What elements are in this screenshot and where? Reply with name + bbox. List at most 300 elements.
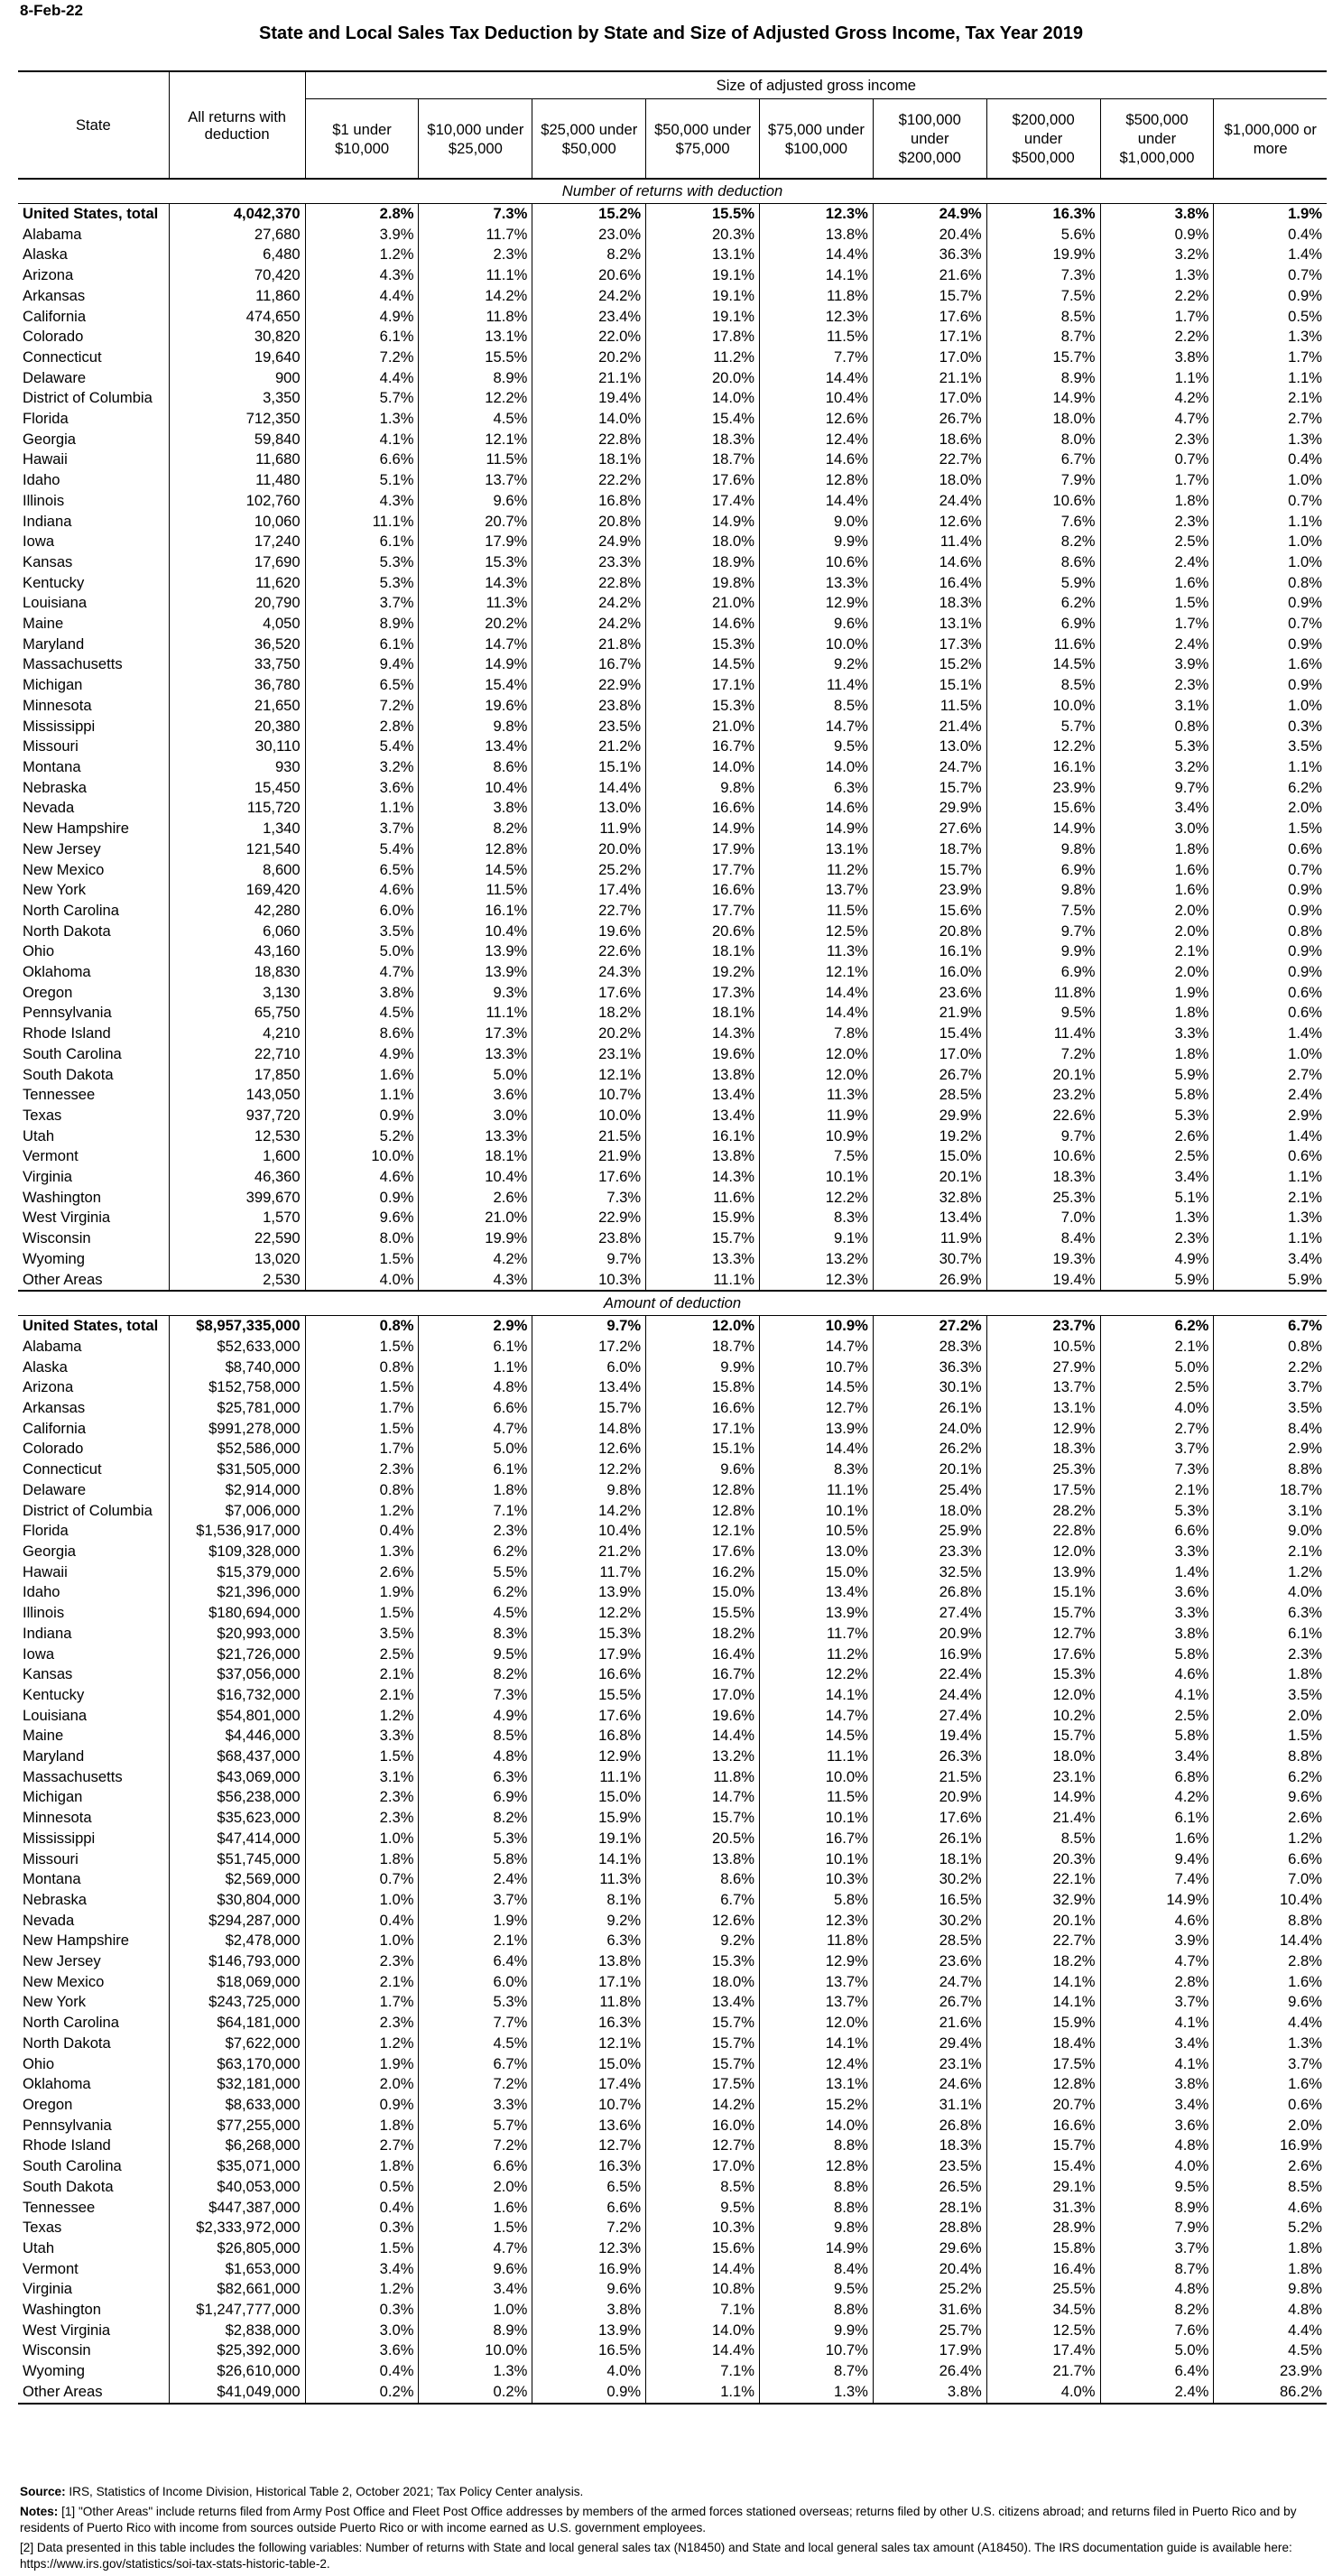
percent-cell: 15.9% <box>532 1808 646 1829</box>
table-row <box>18 2074 1327 2095</box>
percent-cell: 8.0% <box>986 430 1100 450</box>
percent-cell: 21.0% <box>419 1208 532 1228</box>
total-cell: 8,600 <box>169 860 305 881</box>
state-cell: Vermont <box>18 2259 169 2280</box>
table-row <box>18 1931 1327 1951</box>
table-row <box>18 1357 1327 1378</box>
percent-cell: 16.1% <box>873 941 986 962</box>
percent-cell: 1.0% <box>305 1931 419 1951</box>
percent-cell: 17.9% <box>646 839 760 860</box>
percent-cell: 1.0% <box>1288 533 1322 551</box>
table-row <box>18 819 1327 839</box>
percent-cell: 20.5% <box>646 1829 760 1849</box>
percent-cell: 5.9% <box>1214 1270 1327 1292</box>
table-row <box>18 1972 1327 1993</box>
percent-cell: 14.7% <box>646 1787 760 1808</box>
percent-cell: 17.1% <box>646 1419 760 1440</box>
percent-cell: 2.1% <box>1288 1188 1322 1206</box>
percent-cell: 11.8% <box>532 1992 646 2013</box>
total-cell: 930 <box>169 757 305 778</box>
source-label: Source: <box>20 2485 66 2498</box>
percent-cell: 7.3% <box>419 1685 532 1706</box>
percent-cell: 3.3% <box>1100 1542 1214 1562</box>
total-cell: 36,780 <box>169 675 305 696</box>
percent-cell: 3.6% <box>305 2340 419 2361</box>
percent-cell: 13.9% <box>419 941 532 962</box>
percent-cell: 11.5% <box>419 880 532 901</box>
percent-cell: 15.4% <box>419 675 532 696</box>
percent-cell: 29.4% <box>873 2034 986 2054</box>
state-cell: South Dakota <box>18 1065 169 1086</box>
percent-cell: 12.4% <box>760 430 874 450</box>
percent-cell: 2.0% <box>419 2177 532 2198</box>
percent-cell: 10.4% <box>532 1521 646 1542</box>
percent-cell: 26.7% <box>873 1065 986 1086</box>
percent-cell: 3.4% <box>1100 2095 1214 2116</box>
total-cell: 21,650 <box>169 696 305 717</box>
total-cell: $82,661,000 <box>169 2279 305 2300</box>
state-cell: Mississippi <box>18 717 169 737</box>
percent-cell: 27.2% <box>873 1316 986 1337</box>
percent-cell: 19.2% <box>873 1126 986 1147</box>
total-cell: $32,181,000 <box>169 2074 305 2095</box>
table-row <box>18 839 1327 860</box>
percent-cell: 2.2% <box>1288 1357 1322 1376</box>
percent-cell: 16.0% <box>873 962 986 983</box>
table-row <box>18 1439 1327 1459</box>
state-cell: Wyoming <box>18 1249 169 1270</box>
percent-cell: 16.3% <box>532 2156 646 2177</box>
percent-cell: 22.9% <box>532 1208 646 1228</box>
percent-cell: 22.1% <box>986 1869 1100 1890</box>
percent-cell: 11.7% <box>419 225 532 246</box>
percent-cell: 3.7% <box>1100 2238 1214 2259</box>
percent-cell: 15.4% <box>986 2156 1100 2177</box>
percent-cell: 12.9% <box>532 1747 646 1767</box>
percent-cell: 14.2% <box>532 1501 646 1522</box>
percent-cell: 16.9% <box>873 1645 986 1665</box>
percent-cell: 1.1% <box>305 1085 419 1106</box>
percent-cell: 9.5% <box>1100 2177 1214 2198</box>
total-cell: $40,053,000 <box>169 2177 305 2198</box>
percent-cell: 10.9% <box>760 1316 874 1337</box>
percent-cell: 5.4% <box>305 839 419 860</box>
percent-cell: 0.9% <box>1288 901 1322 919</box>
percent-cell: 9.6% <box>419 2259 532 2280</box>
percent-cell: 6.0% <box>532 1357 646 1378</box>
percent-cell: 3.7% <box>419 1890 532 1911</box>
state-cell: Alabama <box>18 1337 169 1357</box>
total-cell: $243,725,000 <box>169 1992 305 2013</box>
percent-cell: 15.6% <box>873 901 986 922</box>
percent-cell: 18.3% <box>873 2136 986 2156</box>
table-row <box>18 1624 1327 1645</box>
total-cell: $51,745,000 <box>169 1849 305 1870</box>
percent-cell: 3.0% <box>305 2321 419 2341</box>
percent-cell: 29.6% <box>873 2238 986 2259</box>
percent-cell: 0.8% <box>1288 1337 1322 1355</box>
percent-cell: 1.8% <box>305 1849 419 1870</box>
percent-cell: 1.1% <box>1288 1168 1322 1186</box>
percent-cell: 17.2% <box>532 1337 646 1357</box>
percent-cell: 6.1% <box>1100 1808 1214 1829</box>
table-row <box>18 1787 1327 1808</box>
percent-cell: 2.2% <box>1100 286 1214 307</box>
table-row <box>18 1542 1327 1562</box>
table-row <box>18 368 1327 389</box>
percent-cell: 17.9% <box>532 1645 646 1665</box>
state-cell: Minnesota <box>18 1808 169 1829</box>
percent-cell: 28.5% <box>873 1931 986 1951</box>
percent-cell: 36.3% <box>873 1357 986 1378</box>
state-cell: Iowa <box>18 532 169 552</box>
percent-cell: 3.5% <box>1288 1685 1322 1703</box>
total-cell: 65,750 <box>169 1003 305 1024</box>
percent-cell: 14.9% <box>986 388 1100 409</box>
percent-cell: 7.3% <box>419 204 532 225</box>
table-row <box>18 1808 1327 1829</box>
table-row <box>18 1645 1327 1665</box>
percent-cell: 8.8% <box>760 2177 874 2198</box>
total-cell: $77,255,000 <box>169 2116 305 2136</box>
percent-cell: 9.3% <box>419 983 532 1004</box>
percent-cell: 12.6% <box>760 409 874 430</box>
percent-cell: 8.9% <box>305 614 419 635</box>
percent-cell: 16.5% <box>873 1890 986 1911</box>
percent-cell: 0.6% <box>1288 839 1322 857</box>
total-cell: $8,633,000 <box>169 2095 305 2116</box>
percent-cell: 15.3% <box>646 696 760 717</box>
percent-cell: 28.1% <box>873 2198 986 2219</box>
percent-cell: 1.3% <box>305 1542 419 1562</box>
percent-cell: 14.9% <box>419 654 532 675</box>
percent-cell: 21.4% <box>873 717 986 737</box>
percent-cell: 6.1% <box>419 1337 532 1357</box>
total-cell: 11,480 <box>169 470 305 491</box>
percent-cell: 11.1% <box>419 1003 532 1024</box>
table-row <box>18 1685 1327 1706</box>
percent-cell: 15.7% <box>986 347 1100 368</box>
percent-cell: 27.4% <box>873 1706 986 1727</box>
table-row <box>18 1337 1327 1357</box>
percent-cell: 5.3% <box>305 552 419 573</box>
total-cell: 43,160 <box>169 941 305 962</box>
percent-cell: 21.9% <box>873 1003 986 1024</box>
percent-cell: 10.1% <box>760 1501 874 1522</box>
percent-cell: 18.1% <box>646 941 760 962</box>
state-cell: Ohio <box>18 2054 169 2075</box>
percent-cell: 13.4% <box>532 1377 646 1398</box>
percent-cell: 8.5% <box>419 1726 532 1747</box>
percent-cell: 7.8% <box>760 1024 874 1044</box>
percent-cell: 7.7% <box>760 347 874 368</box>
percent-cell: 4.4% <box>305 368 419 389</box>
percent-cell: 9.8% <box>646 778 760 799</box>
total-cell: 33,750 <box>169 654 305 675</box>
percent-cell: 8.5% <box>986 1829 1100 1849</box>
percent-cell: 4.0% <box>1288 1583 1322 1601</box>
percent-cell: 4.1% <box>1100 2013 1214 2034</box>
percent-cell: 10.4% <box>1279 1890 1322 1908</box>
percent-cell: 13.7% <box>760 880 874 901</box>
percent-cell: 16.2% <box>646 1562 760 1583</box>
percent-cell: 22.9% <box>532 675 646 696</box>
percent-cell: 3.7% <box>305 593 419 614</box>
percent-cell: 4.5% <box>305 1003 419 1024</box>
state-cell: South Carolina <box>18 2156 169 2177</box>
percent-cell: 7.2% <box>419 2136 532 2156</box>
percent-cell: 16.6% <box>646 1398 760 1419</box>
percent-cell: 17.0% <box>873 347 986 368</box>
percent-cell: 4.5% <box>1288 2341 1322 2359</box>
percent-cell: 9.6% <box>1288 1788 1322 1806</box>
table-row <box>18 2259 1327 2280</box>
percent-cell: 13.7% <box>986 1377 1100 1398</box>
table-row <box>18 922 1327 942</box>
percent-cell: 12.7% <box>760 1398 874 1419</box>
percent-cell: 1.4% <box>1100 1562 1214 1583</box>
percent-cell: 20.1% <box>873 1167 986 1188</box>
state-cell: North Carolina <box>18 2013 169 2034</box>
table-row <box>18 532 1327 552</box>
percent-cell: 0.7% <box>1288 491 1322 509</box>
percent-cell: 15.7% <box>873 860 986 881</box>
percent-cell: 10.5% <box>760 1521 874 1542</box>
percent-cell: 5.0% <box>1100 1357 1214 1378</box>
total-cell: $2,569,000 <box>169 1869 305 1890</box>
percent-cell: 1.8% <box>305 2156 419 2177</box>
percent-cell: 18.2% <box>986 1951 1100 1972</box>
percent-cell: 0.8% <box>305 1480 419 1501</box>
table-row <box>18 470 1327 491</box>
percent-cell: 15.5% <box>646 1603 760 1624</box>
percent-cell: 8.6% <box>646 1869 760 1890</box>
percent-cell: 2.4% <box>1100 552 1214 573</box>
percent-cell: 12.7% <box>646 2136 760 2156</box>
percent-cell: 32.8% <box>873 1188 986 1209</box>
percent-cell: 7.2% <box>305 347 419 368</box>
percent-cell: 0.4% <box>1288 225 1322 243</box>
tax-table <box>18 70 1327 2405</box>
percent-cell: 15.4% <box>646 409 760 430</box>
percent-cell: 23.6% <box>873 1951 986 1972</box>
percent-cell: 28.8% <box>873 2218 986 2238</box>
percent-cell: 3.9% <box>305 225 419 246</box>
percent-cell: 2.3% <box>1100 512 1214 533</box>
percent-cell: 11.3% <box>760 941 874 962</box>
percent-cell: 18.3% <box>986 1167 1100 1188</box>
total-cell: $6,268,000 <box>169 2136 305 2156</box>
percent-cell: 14.1% <box>760 265 874 286</box>
percent-cell: 0.7% <box>1288 266 1322 284</box>
total-cell: $35,071,000 <box>169 2156 305 2177</box>
percent-cell: 3.5% <box>305 922 419 942</box>
state-cell: New Mexico <box>18 860 169 881</box>
state-cell: West Virginia <box>18 2321 169 2341</box>
percent-cell: 15.3% <box>532 1624 646 1645</box>
percent-cell: 11.9% <box>532 819 646 839</box>
percent-cell: 19.6% <box>532 922 646 942</box>
state-cell: Pennsylvania <box>18 2116 169 2136</box>
percent-cell: 3.5% <box>305 1624 419 1645</box>
percent-cell: 2.0% <box>1288 799 1322 817</box>
percent-cell: 8.9% <box>986 368 1100 389</box>
percent-cell: 15.1% <box>532 757 646 778</box>
percent-cell: 10.3% <box>760 1869 874 1890</box>
table-row <box>18 983 1327 1004</box>
percent-cell: 23.5% <box>532 717 646 737</box>
percent-cell: 6.4% <box>419 1951 532 1972</box>
percent-cell: 10.7% <box>532 1085 646 1106</box>
percent-cell: 4.1% <box>1100 1685 1214 1706</box>
bracket-header: $75,000 under $100,000 <box>760 99 874 180</box>
percent-cell: 11.3% <box>760 1085 874 1106</box>
percent-cell: 6.3% <box>1288 1604 1322 1622</box>
percent-cell: 13.4% <box>760 1582 874 1603</box>
total-cell: $52,586,000 <box>169 1439 305 1459</box>
total-cell: $447,387,000 <box>169 2198 305 2219</box>
percent-cell: 14.2% <box>419 286 532 307</box>
percent-cell: 23.4% <box>532 307 646 328</box>
percent-cell: 12.2% <box>532 1459 646 1480</box>
state-cell: Indiana <box>18 1624 169 1645</box>
percent-cell: 14.3% <box>646 1024 760 1044</box>
percent-cell: 10.8% <box>646 2279 760 2300</box>
state-cell: South Dakota <box>18 2177 169 2198</box>
percent-cell: 3.7% <box>1100 1992 1214 2013</box>
percent-cell: 23.5% <box>873 2156 986 2177</box>
table-row <box>18 2218 1327 2238</box>
total-cell: 18,830 <box>169 962 305 983</box>
table-row <box>18 1911 1327 1932</box>
table-row <box>18 757 1327 778</box>
percent-cell: 0.4% <box>305 1911 419 1932</box>
percent-cell: 3.9% <box>1100 1931 1214 1951</box>
percent-cell: 22.8% <box>532 430 646 450</box>
table-row <box>18 449 1327 470</box>
state-cell: New Jersey <box>18 1951 169 1972</box>
percent-cell: 1.2% <box>1288 1829 1322 1847</box>
state-cell: Other Areas <box>18 2382 169 2404</box>
percent-cell: 5.7% <box>305 388 419 409</box>
percent-cell: 9.5% <box>419 1645 532 1665</box>
percent-cell: 14.4% <box>646 1726 760 1747</box>
percent-cell: 10.1% <box>760 1849 874 1870</box>
percent-cell: 1.7% <box>305 1992 419 2013</box>
percent-cell: 14.1% <box>532 1849 646 1870</box>
agi-group-header: Size of adjusted gross income <box>305 71 1327 99</box>
percent-cell: 10.0% <box>532 1106 646 1126</box>
percent-cell: 10.6% <box>760 552 874 573</box>
percent-cell: 14.6% <box>873 552 986 573</box>
percent-cell: 11.8% <box>419 307 532 328</box>
bracket-header: $50,000 under $75,000 <box>646 99 760 180</box>
table-row <box>18 1582 1327 1603</box>
table-row <box>18 204 1327 225</box>
percent-cell: 13.9% <box>760 1603 874 1624</box>
total-cell: $16,732,000 <box>169 1685 305 1706</box>
total-cell: 1,570 <box>169 1208 305 1228</box>
percent-cell: 9.6% <box>760 614 874 635</box>
total-cell: 143,050 <box>169 1085 305 1106</box>
state-cell: Utah <box>18 2238 169 2259</box>
percent-cell: 23.1% <box>986 1767 1100 1788</box>
percent-cell: 34.5% <box>986 2300 1100 2321</box>
total-cell: 3,350 <box>169 388 305 409</box>
percent-cell: 4.8% <box>1100 2279 1214 2300</box>
total-cell: $21,396,000 <box>169 1582 305 1603</box>
percent-cell: 13.3% <box>419 1126 532 1147</box>
percent-cell: 10.3% <box>532 1270 646 1292</box>
table-row <box>18 552 1327 573</box>
total-cell: $8,740,000 <box>169 1357 305 1378</box>
percent-cell: 14.6% <box>760 798 874 819</box>
table-row <box>18 1065 1327 1086</box>
percent-cell: 26.4% <box>873 2361 986 2382</box>
percent-cell: 17.6% <box>532 1167 646 1188</box>
state-cell: Oregon <box>18 983 169 1004</box>
percent-cell: 7.6% <box>986 512 1100 533</box>
percent-cell: 1.0% <box>305 1829 419 1849</box>
percent-cell: 3.6% <box>1100 1582 1214 1603</box>
state-cell: California <box>18 307 169 328</box>
percent-cell: 14.5% <box>419 860 532 881</box>
total-cell: $47,414,000 <box>169 1829 305 1849</box>
percent-cell: 4.7% <box>1100 409 1214 430</box>
total-cell: $4,446,000 <box>169 1726 305 1747</box>
total-cell: $8,957,335,000 <box>169 1316 305 1337</box>
percent-cell: 9.2% <box>532 1911 646 1932</box>
percent-cell: 8.8% <box>1288 1911 1322 1929</box>
percent-cell: 6.9% <box>419 1787 532 1808</box>
table-row <box>18 880 1327 901</box>
percent-cell: 2.3% <box>1100 1228 1214 1249</box>
percent-cell: 5.3% <box>1100 737 1214 757</box>
percent-cell: 3.3% <box>305 1726 419 1747</box>
percent-cell: 5.8% <box>1100 1085 1214 1106</box>
total-cell: $2,478,000 <box>169 1931 305 1951</box>
percent-cell: 4.7% <box>305 962 419 983</box>
state-cell: Massachusetts <box>18 654 169 675</box>
percent-cell: 20.4% <box>873 2259 986 2280</box>
percent-cell: 5.3% <box>305 573 419 594</box>
percent-cell: 28.3% <box>873 1337 986 1357</box>
table-row <box>18 1747 1327 1767</box>
percent-cell: 13.8% <box>646 1065 760 1086</box>
percent-cell: 23.9% <box>986 778 1100 799</box>
percent-cell: 24.3% <box>532 962 646 983</box>
percent-cell: 6.5% <box>532 2177 646 2198</box>
state-cell: North Dakota <box>18 922 169 942</box>
total-cell: 20,380 <box>169 717 305 737</box>
percent-cell: 28.9% <box>986 2218 1100 2238</box>
percent-cell: 14.6% <box>760 449 874 470</box>
percent-cell: 18.1% <box>873 1849 986 1870</box>
percent-cell: 2.6% <box>1288 1809 1322 1827</box>
table-row <box>18 593 1327 614</box>
total-cell: $26,610,000 <box>169 2361 305 2382</box>
percent-cell: 1.8% <box>419 1480 532 1501</box>
percent-cell: 18.0% <box>873 470 986 491</box>
percent-cell: 6.3% <box>419 1767 532 1788</box>
total-cell: $15,379,000 <box>169 1562 305 1583</box>
percent-cell: 3.6% <box>1100 2116 1214 2136</box>
percent-cell: 7.2% <box>305 696 419 717</box>
percent-cell: 1.8% <box>1100 1044 1214 1065</box>
table-row <box>18 2300 1327 2321</box>
percent-cell: 12.0% <box>646 1316 760 1337</box>
state-cell: West Virginia <box>18 1208 169 1228</box>
